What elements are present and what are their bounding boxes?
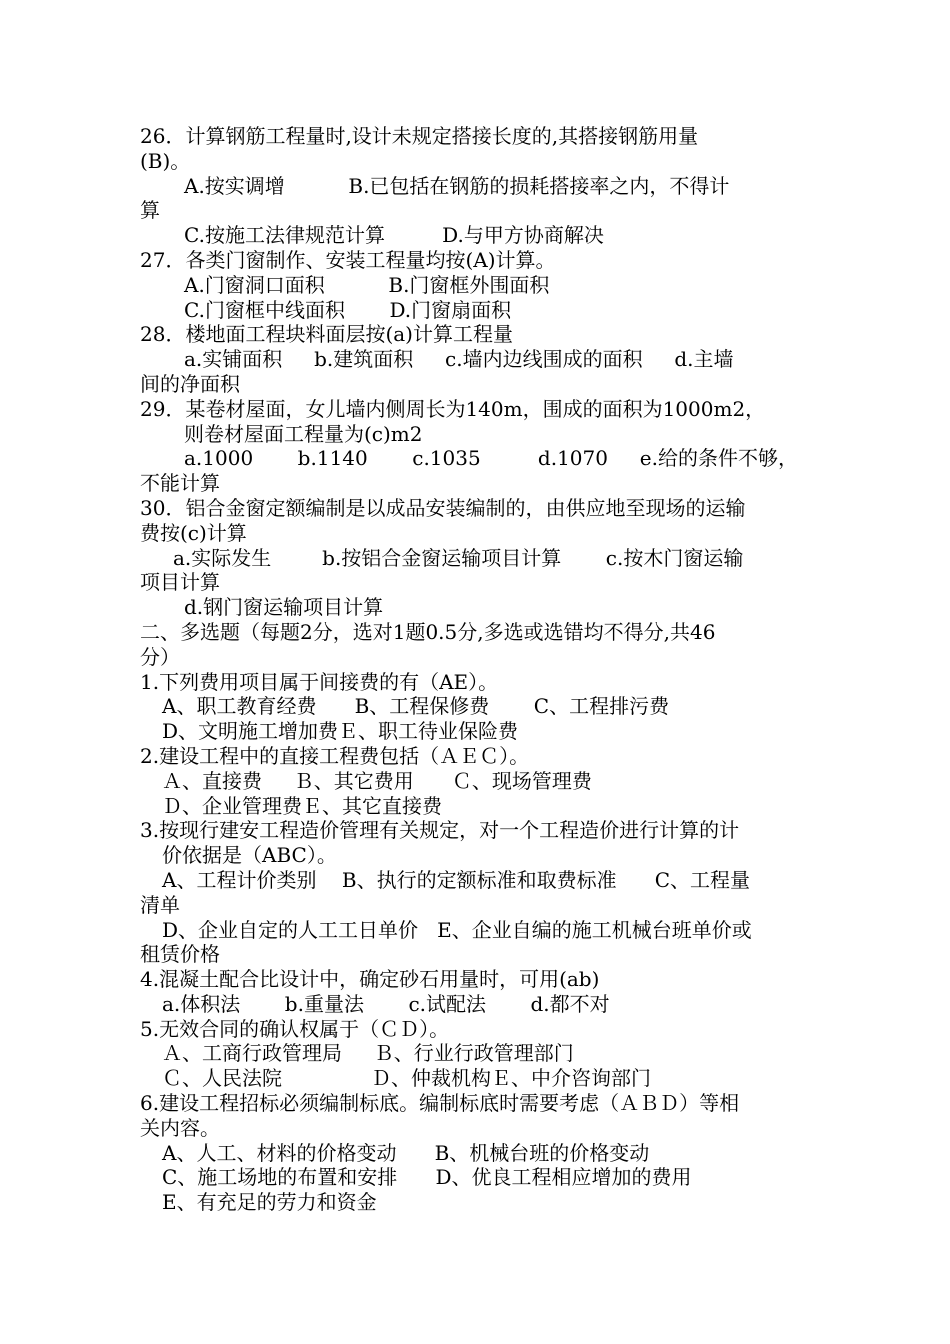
text-line: A、职工教育经费 B、工程保修费 C、工程排污费 [162,694,670,719]
text-line: 算 [140,198,160,223]
text-line: C.门窗框中线面积 D.门窗扇面积 [184,297,512,322]
text-line: 5.无效合同的确认权属于（ＣＤ）。 [140,1016,450,1041]
text-line: 3.按现行建安工程造价管理有关规定，对一个工程造价进行计算的计 [140,818,740,843]
document-page [140,124,820,1215]
text-line: C.按施工法律规范计算 D.与甲方协商解决 [184,223,604,248]
text-line: 间的净面积 [140,371,240,396]
text-line: 清单 [140,892,180,917]
text-line: 30．铝合金窗定额编制是以成品安装编制的，由供应地至现场的运输 [140,495,746,520]
text-line: 费按(c)计算 [140,520,247,545]
text-line: A.门窗洞口面积 B.门窗框外围面积 [184,272,550,297]
text-line: 关内容。 [140,1115,220,1140]
text-line: a.1000 b.1140 c.1035 d.1070 e.给的条件不够， [184,446,798,471]
text-line: A、工程计价类别 B、执行的定额标准和取费标准 C、工程量 [162,867,751,892]
text-line: 6.建设工程招标必须编制标底。编制标底时需要考虑（ＡＢＤ）等相 [140,1091,740,1116]
text-line: (B)。 [140,148,191,173]
text-line: 分） [140,644,180,669]
text-line: A、人工、材料的价格变动 B、机械台班的价格变动 [162,1140,650,1165]
text-line: 价依据是（ABC）。 [162,843,337,868]
text-line: D、文明施工增加费Ｅ、职工待业保险费 [162,719,519,744]
text-line: 2.建设工程中的直接工程费包括（ＡＥＣ）。 [140,743,530,768]
text-line: 项目计算 [140,570,220,595]
text-line: A.按实调增 B.已包括在钢筋的损耗搭接率之内，不得计 [184,173,730,198]
text-line: Ｃ、人民法院 Ｄ、仲裁机构Ｅ、中介咨询部门 [162,1066,652,1091]
text-line: 28．楼地面工程块料面层按(a)计算工程量 [140,322,513,347]
text-line: C、施工场地的布置和安排 D、优良工程相应增加的费用 [162,1165,692,1190]
text-line: 二、多选题（每题2分，选对1题0.5分,多选或选错均不得分,共46 [140,619,716,644]
text-line: a.实铺面积 b.建筑面积 c.墙内边线围成的面积 d.主墙 [184,347,734,372]
text-line: a.实际发生 b.按铝合金窗运输项目计算 c.按木门窗运输 [173,545,744,570]
text-line: 27．各类门窗制作、安装工程量均按(A)计算。 [140,247,556,272]
text-line: 29．某卷材屋面，女儿墙内侧周长为140m，围成的面积为1000m2， [140,396,766,421]
text-line: 26．计算钢筋工程量时,设计未规定搭接长度的,其搭接钢筋用量 [140,124,699,148]
text-line: 租赁价格 [140,942,220,967]
text-line: 1.下列费用项目属于间接费的有（AE）。 [140,669,499,694]
text-line: Ａ、工商行政管理局 Ｂ、行业行政管理部门 [162,1041,574,1066]
text-line: Ｄ、企业管理费Ｅ、其它直接费 [162,793,442,818]
text-line: 则卷材屋面工程量为(c)m2 [184,421,423,446]
text-line: a.体积法 b.重量法 c.试配法 d.都不对 [162,991,610,1016]
text-line: E、有充足的劳力和资金 [162,1190,377,1215]
text-line: d.钢门窗运输项目计算 [184,595,384,620]
text-line: 不能计算 [140,471,220,496]
text-line: 4.混凝土配合比设计中，确定砂石用量时，可用(ab) [140,967,600,992]
text-line: D、企业自定的人工工日单价 E、企业自编的施工机械台班单价或 [162,917,752,942]
text-line: Ａ、直接费 Ｂ、其它费用 Ｃ、现场管理费 [162,768,592,793]
